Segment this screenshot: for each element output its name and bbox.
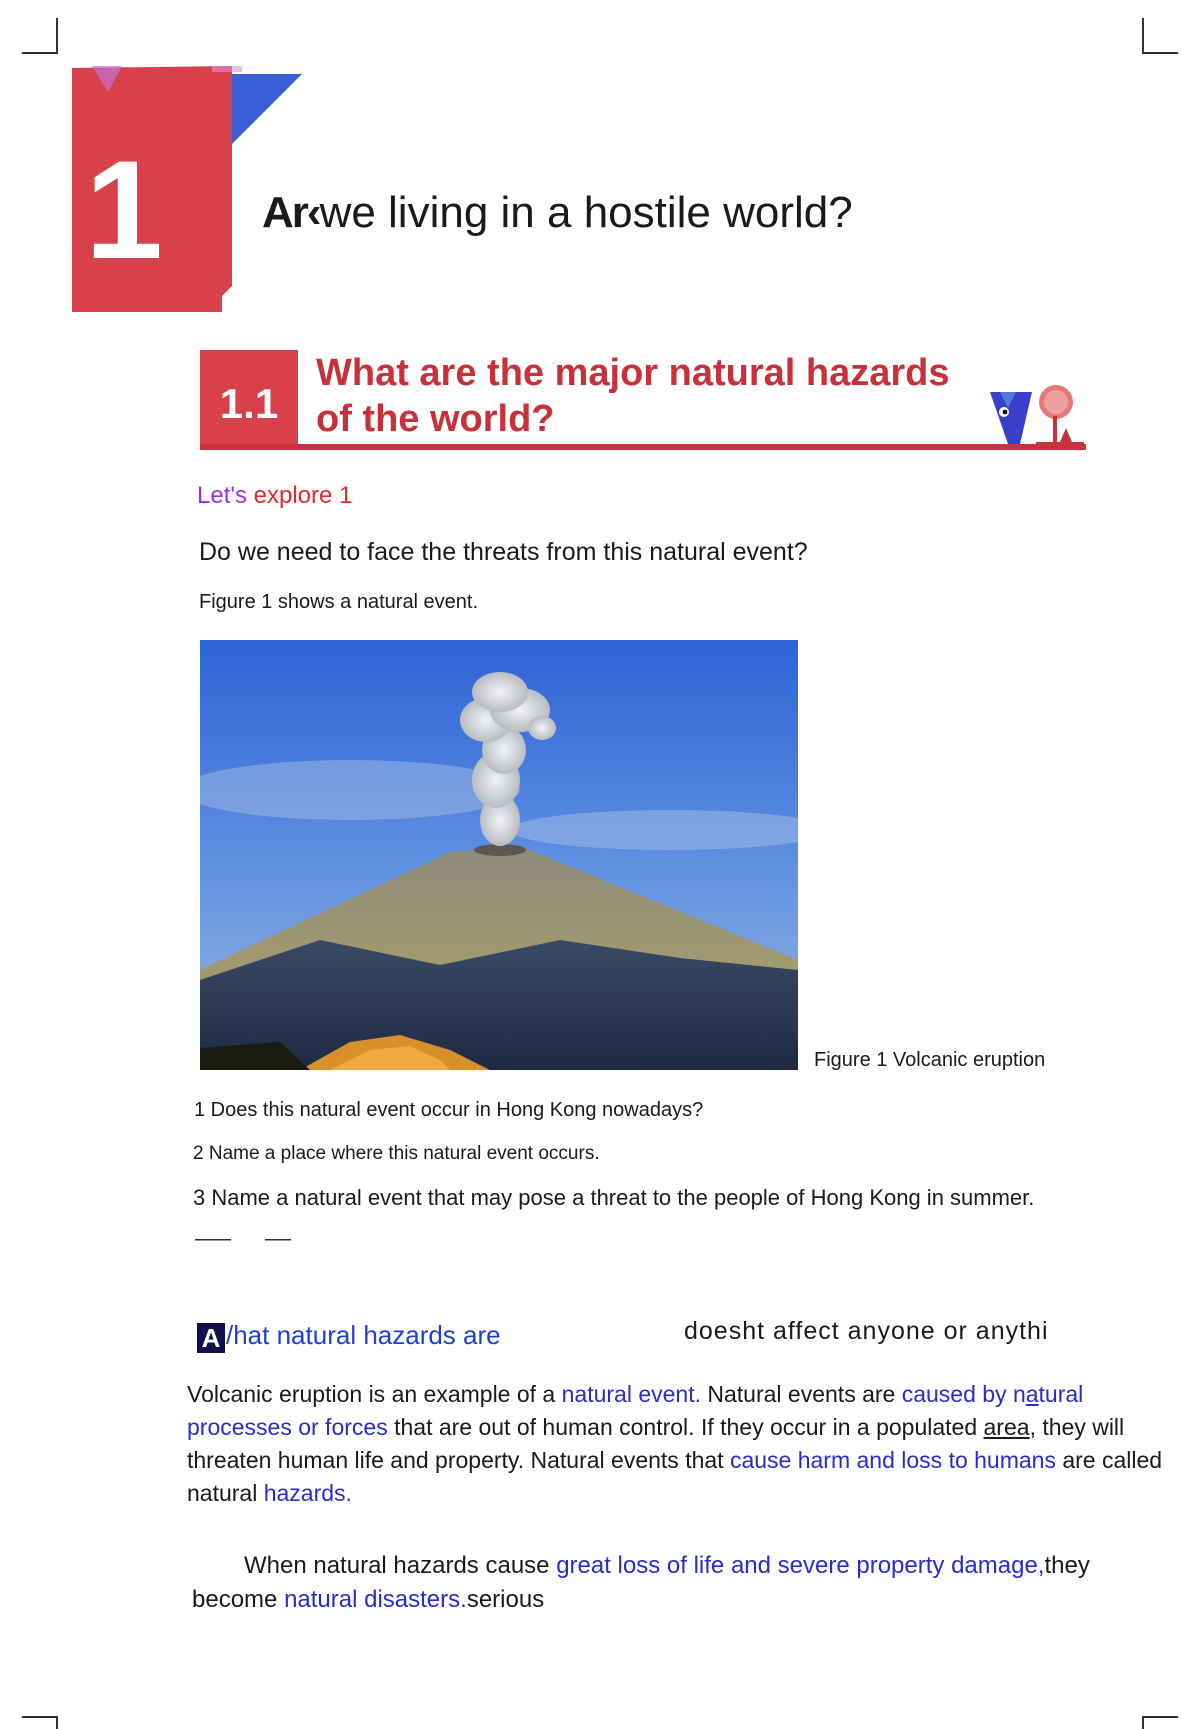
chapter-title: [262, 188, 853, 238]
section-title-line2: of the world?: [316, 398, 555, 440]
p2-text-1: When natural hazards cause: [244, 1552, 557, 1579]
chapter-title-bold: Ar‹: [262, 188, 320, 237]
section-rule: [200, 444, 1086, 450]
section-title-line1: What are the major natural hazards: [316, 352, 950, 394]
p2-highlight-disasters: natural disasters.: [284, 1586, 467, 1613]
mascot-icon: [986, 382, 1086, 456]
p2-text-3: serious: [466, 1586, 545, 1613]
side-note: doesht affect anyone or anythi: [684, 1317, 1049, 1345]
crop-mark-bottom-left: [22, 1716, 58, 1729]
p1-text-3: that are out of human control. If they occur in a populated: [387, 1414, 984, 1440]
paragraph-2: [192, 1549, 1172, 1617]
p1-highlight-harm: cause harm and loss to humans: [729, 1447, 1056, 1473]
p1-highlight-caused-b: tural processes or forces: [187, 1381, 1084, 1440]
p1-highlight-natural-event: natural event.: [561, 1381, 701, 1407]
p1-text-4: , they will threaten human life and property. Natural events that: [187, 1414, 1125, 1473]
p1-highlight-caused-a: caused by n: [901, 1381, 1026, 1407]
p1-text-2: Natural events are: [701, 1381, 902, 1407]
figure-caption: Figure 1 Volcanic eruption: [814, 1049, 1046, 1071]
crop-mark-top-right: [1142, 18, 1178, 54]
paragraph-1: [187, 1378, 1187, 1510]
volcano-eruption-image: [200, 640, 798, 1070]
p2-highlight-loss: great loss of life and severe property damage,: [556, 1552, 1045, 1579]
p1-text-5: are called natural: [187, 1447, 1163, 1506]
question-3: 3 Name a natural event that may pose a threat to the people of Hong Kong in summer.: [193, 1185, 1035, 1210]
section-number: 1.1: [219, 380, 279, 427]
explore-label-part1: Let's: [197, 482, 254, 509]
question-2: 2 Name a place where this natural event occurs.: [193, 1143, 600, 1164]
subheading: [197, 1320, 501, 1353]
subheading-text: /hat natural hazards are: [226, 1320, 501, 1350]
p1-highlight-hazards: hazards.: [263, 1480, 352, 1506]
chapter-title-rest: we living in a hostile world?: [319, 188, 853, 237]
p1-highlight-caused-u: a: [1025, 1381, 1039, 1407]
p2-text-2: they become: [192, 1552, 1090, 1613]
section-number-box: [200, 350, 298, 450]
p1-underline-area: area: [983, 1414, 1030, 1440]
chapter-number: 1: [85, 131, 163, 288]
crop-mark-top-left: [22, 18, 58, 54]
explore-label-part2: explore 1: [253, 482, 353, 509]
figure-intro: Figure 1 shows a natural event.: [199, 591, 479, 613]
lets-explore-label: [197, 482, 352, 510]
main-question: Do we need to face the threats from this natural event?: [199, 538, 808, 566]
volcano-photo: [200, 640, 798, 1070]
section-title: [316, 350, 950, 442]
answer-blank-lines: [195, 1238, 295, 1242]
question-1: 1 Does this natural event occur in Hong Kong nowadays?: [194, 1099, 704, 1121]
p1-text-1: Volcanic eruption is an example of a: [187, 1381, 562, 1407]
crop-mark-bottom-right: [1142, 1716, 1178, 1729]
subheading-drop-letter: A: [197, 1323, 225, 1353]
section-header: [200, 348, 1090, 456]
